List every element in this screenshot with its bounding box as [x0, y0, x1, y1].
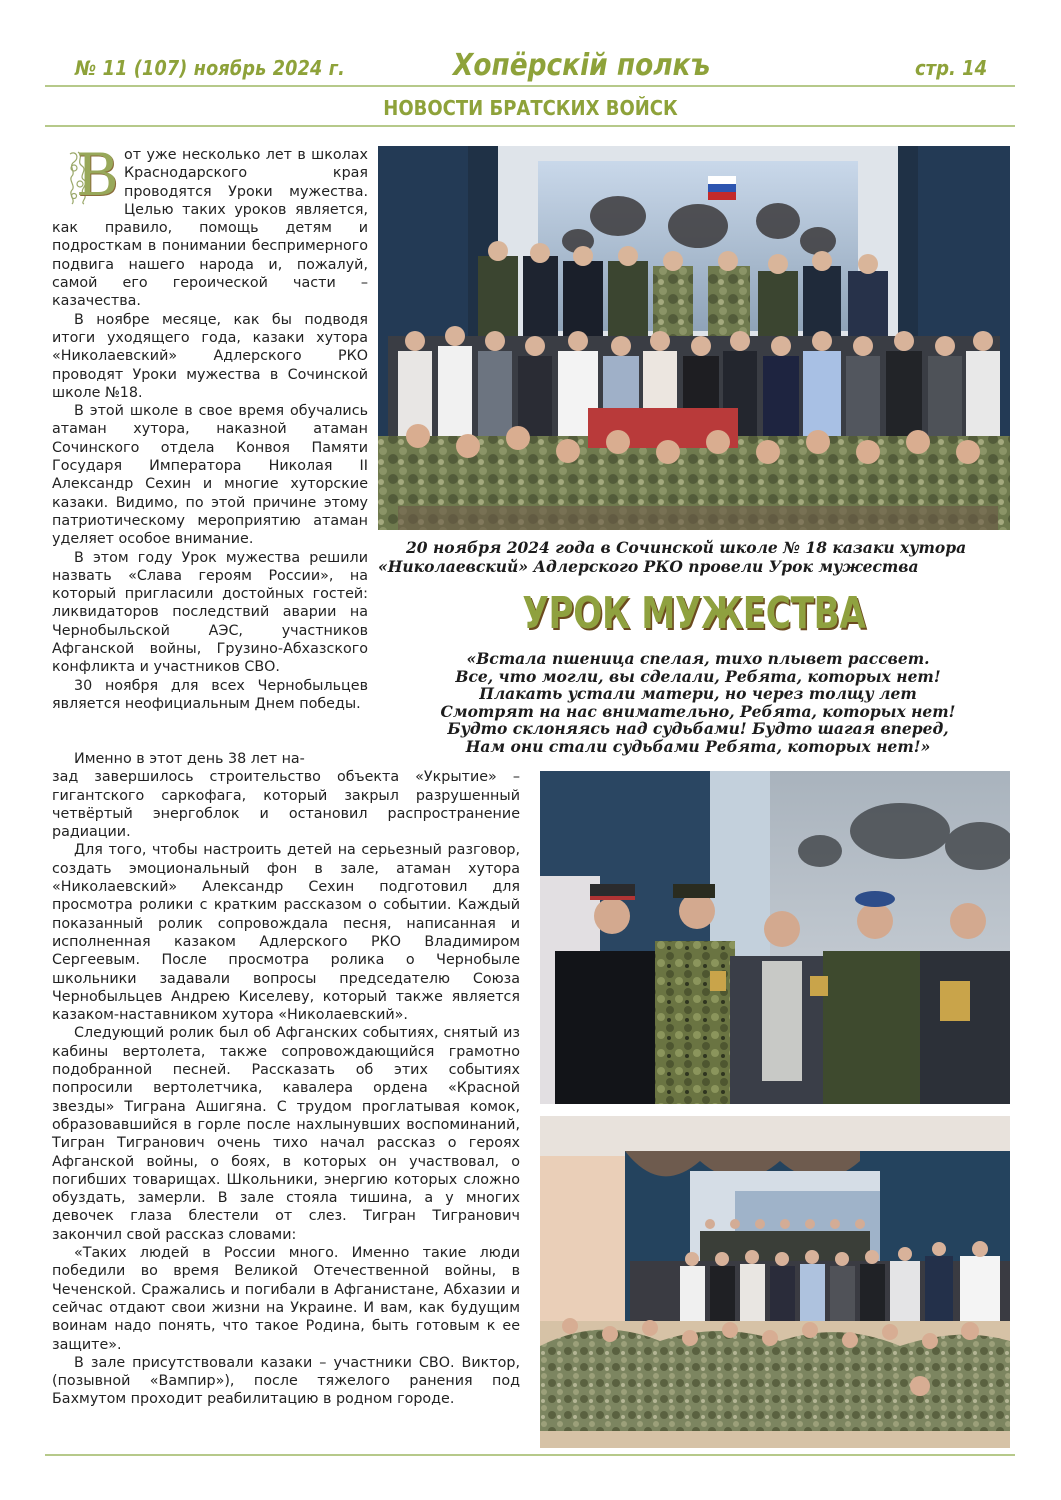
section-divider: [45, 125, 1015, 127]
poem-line: Все, что могли, вы сделали, Ребята, которых нет!: [455, 666, 941, 686]
paragraph: В ноябре месяце, как бы подводя итоги уходящего года, казаки хутора «Николаевский» Адлерского РКО проводят Уроки мужества в Сочинской школе №18.: [52, 311, 368, 401]
newspaper-title: Хопёрскій полкъ: [453, 48, 711, 83]
page-number: стр. 14: [914, 56, 987, 80]
poem-line: Смотрят на нас внимательно, Ребята, которых нет!: [440, 701, 956, 721]
page-header: [45, 48, 1015, 84]
drop-cap-letter: В: [76, 141, 119, 209]
paragraph: В этой школе в свое время обучались атаман хутора, наказной атаман Сочинского отдела Конвоя Памяти Государя Императора Николая II Александр Сехин и многие хуторские казаки. Видимо, по этой причине этому патриотическому мероприятию атаман уделяет особое внимание.: [52, 403, 368, 548]
photo-caption: [378, 538, 1018, 576]
caption-line: 20 ноября 2024 года в Сочинской школе № 18 казаки хутора: [406, 538, 967, 557]
paragraph: от уже несколько лет в школах Краснодарского края проводятся Уроки мужества. Целью таких уроков является, как правило, помощь детям и подросткам в понимании беспримерного подвига нашего народа и, пожалуй, самой его героической части – казачества.: [52, 147, 368, 310]
paragraph-lead: Именно в этот день 38 лет на-: [74, 751, 305, 767]
paragraph: зад завершилось строительство объекта «Укрытие» – гигантского саркофага, который закрыл разрушенный четвёртый энергоблок и остановил распространение радиации.: [52, 769, 520, 841]
header-divider: [45, 85, 1015, 87]
feature-title: УРОК МУЖЕСТВА: [522, 588, 866, 639]
paragraph: «Таких людей в России много. Именно такие люди победили во время Великой Отечественной войны, в Чеченской. Сражались и погибали в Афганистане, Абхазии и сейчас отдают свои жизни на Украине. И вам, как будущим воинам надо понять, что такое Родина, быть готовым к ее защите».: [52, 1245, 520, 1353]
article-column-1: [52, 141, 368, 713]
poem-line: «Встала пшеница спелая, тихо плывет рассвет.: [466, 649, 930, 668]
poem-line: Будто склоняясь над судьбами! Будто шагая вперед,: [447, 719, 949, 739]
paragraph: Для того, чтобы настроить детей на серьезный разговор, создать эмоциональный фон в зале, атаман хутора «Николаевский» Александр Сехин подготовил для просмотра ролики с кратким рассказом о событии. Каждый показанный ролик сопровождала песня, написанная и исполненная казаком Адлерского РКО Владимиром Сергеевым. После просмотра ролика о Чернобыле школьники задавали вопросы председателю Союза Чернобыльцев Андрею Киселеву, который также является казаком-наставником хутора «Николаевский».: [52, 842, 520, 1024]
hall-photo: [540, 1116, 1010, 1448]
footer-divider: [45, 1454, 1015, 1456]
poem: [378, 650, 1018, 756]
section-title: НОВОСТИ БРАТСКИХ ВОЙСК: [383, 96, 678, 120]
veterans-photo: [540, 771, 1010, 1104]
article-column-2: [52, 750, 520, 1409]
caption-line: «Николаевский» Адлерского РКО провели Урок мужества: [378, 557, 919, 576]
paragraph: В зале присутствовали казаки – участники СВО. Виктор, (позывной «Вампир»), после тяжелого ранения под Бахмутом проходит реабилитацию в родном городе.: [52, 1354, 520, 1408]
poem-line: Нам они стали судьбами Ребята, которых нет!»: [465, 736, 931, 756]
paragraph: 30 ноября для всех Чернобыльцев является неофициальным Днем победы.: [52, 677, 368, 712]
group-photo-stage: [378, 146, 1010, 530]
paragraph: В этом году Урок мужества решили назвать «Слава героям России», на который пригласили достойных гостей: ликвидаторов последствий аварии на Чернобыльской АЭС, участников Афганской войны, Грузино-Абхазского конфликта и участников СВО.: [52, 549, 368, 676]
paragraph: Следующий ролик был об Афганских событиях, снятый из кабины вертолета, также сопровождающийся грамотно подобранной песней. Рассказать об этих событиях попросили вертолетчика, кавалера ордена «Красной звезды» Тиграна Ашигяна. С трудом проглатывая комок, образовавшийся в горле после нахлынувших воспоминаний, Тигран Тигранович очень тихо начал рассказ о героях Афганской войны, о боях, в которых он участвовал, о погибших товарищах. Школьники, энергию которых сложно обуздать, замерли. В зале стояла тишина, а у многих девочек глаза блестели от слез. Тигран Тигранович закончил свой рассказ словами:: [52, 1025, 520, 1243]
poem-line: Плакать устали матери, но через толщу лет: [479, 684, 917, 704]
drop-cap: [66, 141, 119, 209]
issue-number: № 11 (107) ноябрь 2024 г.: [75, 56, 345, 80]
